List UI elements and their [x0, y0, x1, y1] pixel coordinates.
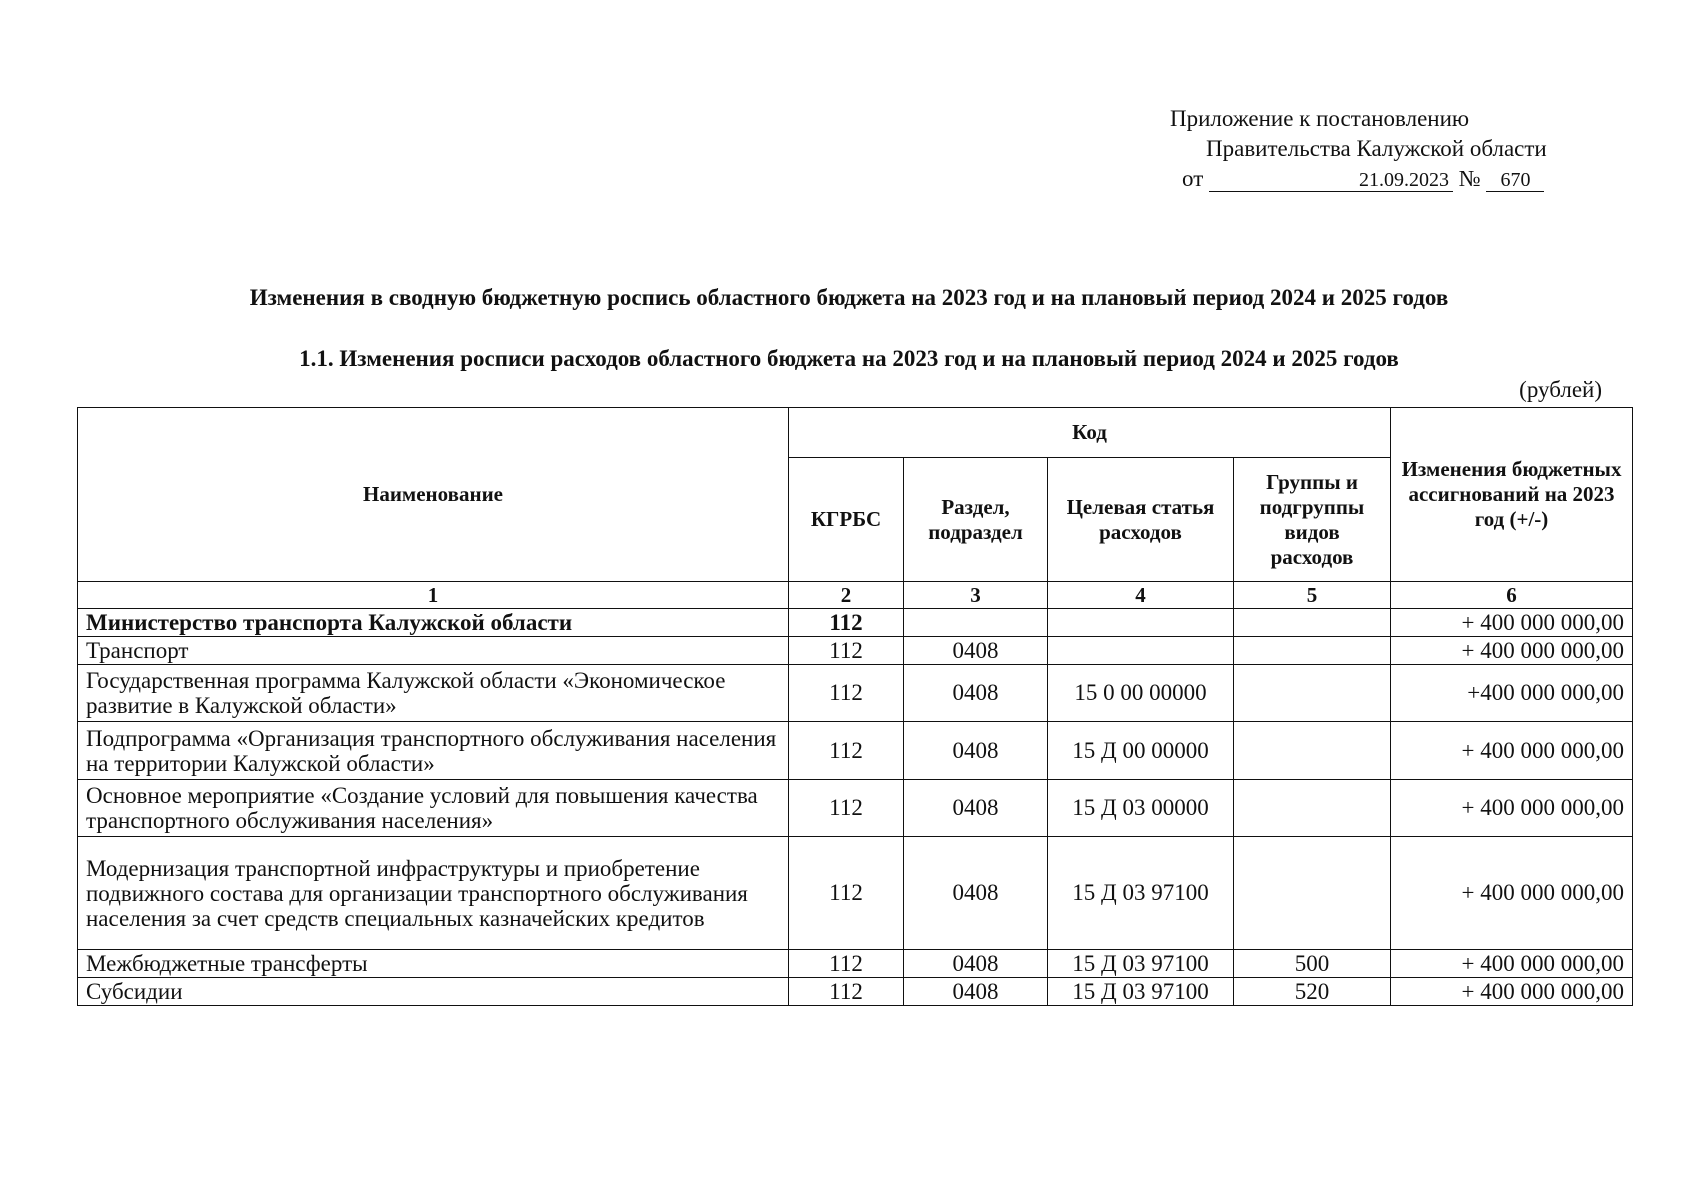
row-kgrbs: 112 [789, 665, 904, 722]
row-kgrbs: 112 [789, 978, 904, 1006]
header-section: Раздел, подраздел [904, 458, 1048, 582]
row-group [1234, 722, 1391, 780]
row-kgrbs: 112 [789, 950, 904, 978]
header-groups: Группы и подгруппы видов расходов [1234, 458, 1391, 582]
row-name: Основное мероприятие «Создание условий для повышения качества транспортного обслуживания населения» [78, 780, 789, 837]
row-name: Субсидии [78, 978, 789, 1006]
row-kgrbs: 112 [789, 722, 904, 780]
row-kgrbs: 112 [789, 837, 904, 950]
row-group: 520 [1234, 978, 1391, 1006]
row-group [1234, 780, 1391, 837]
budget-table [77, 407, 1633, 1006]
appendix-date-line [1170, 164, 1610, 194]
row-group [1234, 609, 1391, 637]
row-target: 15 Д 03 00000 [1048, 780, 1234, 837]
row-amount: + 400 000 000,00 [1391, 978, 1633, 1006]
appendix-block [1170, 104, 1610, 194]
header-name: Наименование [78, 408, 789, 582]
header-kgrbs: КГРБС [789, 458, 904, 582]
column-number: 5 [1234, 582, 1391, 609]
row-target: 15 Д 00 00000 [1048, 722, 1234, 780]
row-target: 15 0 00 00000 [1048, 665, 1234, 722]
row-section: 0408 [904, 950, 1048, 978]
appendix-number-label: № [1458, 166, 1481, 191]
header-target: Целевая статья расходов [1048, 458, 1234, 582]
header-code: Код [789, 408, 1391, 458]
row-group: 500 [1234, 950, 1391, 978]
table-row [78, 609, 1633, 637]
document-subtitle: 1.1. Изменения росписи расходов областного бюджета на 2023 год и на плановый период 2024 и 2025 годов [299, 346, 1399, 371]
header-changes: Изменения бюджетных ассигнований на 2023 год (+/-) [1391, 408, 1633, 582]
units-label: (рублей) [1519, 377, 1602, 402]
row-group [1234, 837, 1391, 950]
row-target: 15 Д 03 97100 [1048, 978, 1234, 1006]
row-name: Государственная программа Калужской области «Экономическое развитие в Калужской области» [78, 665, 789, 722]
row-amount: + 400 000 000,00 [1391, 722, 1633, 780]
column-number: 6 [1391, 582, 1633, 609]
row-section [904, 609, 1048, 637]
row-amount: + 400 000 000,00 [1391, 637, 1633, 665]
row-name: Транспорт [78, 637, 789, 665]
column-number: 1 [78, 582, 789, 609]
appendix-line-1: Приложение к постановлению [1170, 106, 1470, 131]
row-section: 0408 [904, 637, 1048, 665]
appendix-number: 670 [1486, 169, 1544, 192]
appendix-from-label: от [1182, 166, 1204, 191]
column-number: 2 [789, 582, 904, 609]
row-section: 0408 [904, 665, 1048, 722]
row-amount: + 400 000 000,00 [1391, 950, 1633, 978]
column-number: 4 [1048, 582, 1234, 609]
row-target [1048, 637, 1234, 665]
row-target: 15 Д 03 97100 [1048, 950, 1234, 978]
row-amount: + 400 000 000,00 [1391, 780, 1633, 837]
row-kgrbs: 112 [789, 637, 904, 665]
row-group [1234, 665, 1391, 722]
table-row [78, 780, 1633, 837]
row-kgrbs: 112 [789, 780, 904, 837]
row-section: 0408 [904, 978, 1048, 1006]
appendix-line-2: Правительства Калужской области [1206, 136, 1547, 161]
table-row [78, 978, 1633, 1006]
column-number: 3 [904, 582, 1048, 609]
row-target: 15 Д 03 97100 [1048, 837, 1234, 950]
row-section: 0408 [904, 780, 1048, 837]
table-row [78, 665, 1633, 722]
table-row [78, 722, 1633, 780]
table-row [78, 637, 1633, 665]
row-name: Межбюджетные трансферты [78, 950, 789, 978]
row-name: Модернизация транспортной инфраструктуры и приобретение подвижного состава для организации транспортного обслуживания населения за счет средств специальных казначейских кредитов [78, 837, 789, 950]
row-amount: +400 000 000,00 [1391, 665, 1633, 722]
row-name: Министерство транспорта Калужской области [78, 609, 789, 637]
row-group [1234, 637, 1391, 665]
row-name: Подпрограмма «Организация транспортного обслуживания населения на территории Калужской области» [78, 722, 789, 780]
table-row [78, 950, 1633, 978]
table-row [78, 837, 1633, 950]
row-amount: + 400 000 000,00 [1391, 837, 1633, 950]
row-amount: + 400 000 000,00 [1391, 609, 1633, 637]
row-kgrbs: 112 [789, 609, 904, 637]
row-target [1048, 609, 1234, 637]
row-section: 0408 [904, 837, 1048, 950]
appendix-date: 21.09.2023 [1209, 169, 1453, 192]
row-section: 0408 [904, 722, 1048, 780]
document-title: Изменения в сводную бюджетную роспись областного бюджета на 2023 год и на плановый период 2024 и 2025 годов [249, 285, 1449, 310]
